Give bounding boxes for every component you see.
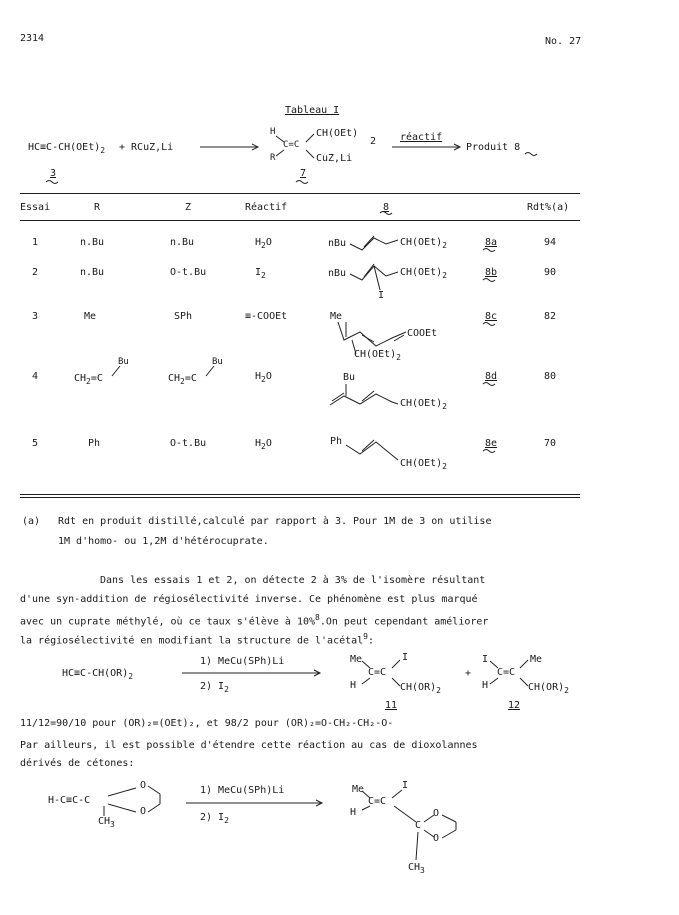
bond xyxy=(394,806,416,822)
chain-8b xyxy=(350,266,398,280)
z-cell: O-t.Bu xyxy=(170,438,207,449)
bond xyxy=(392,660,400,668)
struct-right: $CH(OEt)_2$ xyxy=(400,398,447,411)
p11-h: H xyxy=(350,680,357,691)
bond xyxy=(520,660,528,668)
inter-top: CH(OEt) xyxy=(316,128,359,139)
page-number: 2314 xyxy=(20,33,45,44)
reactant: H-C≡C-C xyxy=(48,795,91,806)
ring-bond xyxy=(442,815,456,822)
z-branch: Bu xyxy=(212,357,223,367)
r-cell: $CH_2=C$ xyxy=(74,373,103,386)
p-cc: C=C xyxy=(368,796,387,807)
p-i: I xyxy=(402,780,409,791)
inter-bottom: CuZ,Li xyxy=(316,153,353,164)
col-z: Z xyxy=(185,202,192,213)
p11-r: $CH(OR)_2$ xyxy=(400,682,441,695)
inter-r: R xyxy=(270,153,276,163)
reactif-cell: $I_2$ xyxy=(255,267,266,280)
step-1: 1) MeCu(SPh)Li xyxy=(200,656,285,667)
ratio-line: 11/12=90/10 pour (OR)₂=(OEt)₂, et 98/2 pour (OR)₂=O-CH₂-CH₂-O- xyxy=(20,718,394,729)
reactant: $HC\equiv C-CH(OR)_2$ xyxy=(62,668,134,681)
chain-8a xyxy=(350,238,398,250)
rdt-cell: 90 xyxy=(544,267,557,278)
r-cell: Me xyxy=(84,311,97,322)
reactif-cell: $H_2O$ xyxy=(255,237,272,250)
arrow-label: réactif xyxy=(400,132,443,143)
reagent: + RCuZ,Li xyxy=(119,142,174,153)
double-bond xyxy=(394,335,404,341)
col-essai: Essai xyxy=(20,202,51,213)
rdt-cell: 82 xyxy=(544,311,557,322)
struct-bottom: $CH(OEt)_2$ xyxy=(354,349,401,362)
rdt-cell: 70 xyxy=(544,438,557,449)
ring-bond xyxy=(424,830,434,837)
reactif-cell: ≡-COOEt xyxy=(245,311,288,322)
tilde-mark xyxy=(46,181,58,184)
double-bond xyxy=(364,264,374,277)
col-product: 8 xyxy=(383,202,390,213)
reactif-cell: $H_2O$ xyxy=(255,371,272,384)
para1-line-4: la régiosélectivité en modifiant la structure de l'acétal$^9$: xyxy=(20,632,375,647)
bond xyxy=(276,136,284,142)
struct-left: Ph xyxy=(330,436,343,447)
double-bond xyxy=(362,440,374,451)
inter-h: H xyxy=(270,127,276,137)
struct-left: Me xyxy=(330,311,343,322)
para1-line-1: Dans les essais 1 et 2, on détecte 2 à 3% de l'isomère résultant xyxy=(100,575,486,586)
essai-cell: 3 xyxy=(32,311,39,322)
col-r: R xyxy=(94,202,101,213)
plus-sign: + xyxy=(465,668,472,679)
struct-right: $CH(OEt)_2$ xyxy=(400,237,447,250)
essai-cell: 5 xyxy=(32,438,39,449)
z-cell: O-t.Bu xyxy=(170,267,207,278)
r-cell: Ph xyxy=(88,438,101,449)
tilde-mark xyxy=(296,181,308,184)
z-cell: $CH_2=C$ xyxy=(168,373,197,386)
bond xyxy=(306,134,314,142)
struct-right: COOEt xyxy=(407,328,438,339)
z-cell: SPh xyxy=(174,311,193,322)
compound-id: 8a xyxy=(485,237,498,248)
bond xyxy=(206,366,214,376)
tilde-mark xyxy=(525,153,537,156)
step-2: 2) $I_2$ xyxy=(200,681,229,694)
p11-me: Me xyxy=(350,654,363,665)
p12-r: $CH(OR)_2$ xyxy=(528,682,569,695)
bond xyxy=(362,791,370,798)
p-h: H xyxy=(350,807,357,818)
step-1: 1) MeCu(SPh)Li xyxy=(200,785,285,796)
struct-left: Bu xyxy=(343,372,356,383)
z-cell: n.Bu xyxy=(170,237,195,248)
bond xyxy=(306,150,314,158)
ring-bond xyxy=(148,804,160,812)
p12-me: Me xyxy=(530,654,543,665)
compound-id: 8e xyxy=(485,438,498,449)
chain-8e xyxy=(346,442,398,460)
bond xyxy=(392,790,402,798)
struct-right: $CH(OEt)_2$ xyxy=(400,458,447,471)
compound-id: 8b xyxy=(485,267,498,278)
compound-11-label: 11 xyxy=(385,700,398,711)
struct-left: nBu xyxy=(328,268,347,279)
ring-o-top: O xyxy=(140,780,147,791)
struct-left: nBu xyxy=(328,238,347,249)
inter-top-sub: 2 xyxy=(370,136,377,147)
footnote-marker: (a) xyxy=(22,516,41,527)
tilde-mark xyxy=(483,323,495,326)
p12-h: H xyxy=(482,680,489,691)
essai-cell: 2 xyxy=(32,267,39,278)
col-reactif: Réactif xyxy=(245,202,288,213)
tilde-mark xyxy=(483,383,495,386)
bond xyxy=(362,661,370,668)
p-methyl: $CH_3$ xyxy=(408,862,425,875)
r-cell: n.Bu xyxy=(80,267,105,278)
chain-8c xyxy=(338,322,406,346)
tilde-mark xyxy=(380,212,392,215)
p11-cc: C=C xyxy=(368,667,387,678)
reactant: $HC\equiv C-CH(OEt)_2$ xyxy=(28,142,106,155)
p-me: Me xyxy=(352,784,365,795)
p12-cc: C=C xyxy=(497,667,516,678)
rdt-cell: 80 xyxy=(544,371,557,382)
ring-bond xyxy=(424,815,434,822)
product-label: Produit 8 xyxy=(466,142,521,153)
compound-12-label: 12 xyxy=(508,700,521,711)
compound-id: 8c xyxy=(485,311,498,322)
bond xyxy=(108,804,136,812)
ring-bond xyxy=(148,786,160,794)
step-2: 2) $I_2$ xyxy=(200,812,229,825)
essai-cell: 4 xyxy=(32,371,39,382)
reactif-cell: $H_2O$ xyxy=(255,438,272,451)
ring-o-bottom: O xyxy=(140,806,147,817)
bond xyxy=(352,340,356,354)
tilde-mark xyxy=(483,279,495,282)
methyl: $CH_3$ xyxy=(98,816,115,829)
rdt-cell: 94 xyxy=(544,237,557,248)
para2-line-1: Par ailleurs, il est possible d'étendre cette réaction au cas de dioxolannes xyxy=(20,740,478,751)
para1-line-2: d'une syn-addition de régiosélectivité inverse. Ce phénomène est plus marqué xyxy=(20,594,478,605)
bond xyxy=(362,678,370,684)
essai-cell: 1 xyxy=(32,237,39,248)
p-o-top: O xyxy=(433,808,440,819)
r-branch: Bu xyxy=(118,357,129,367)
tilde-mark xyxy=(483,249,495,252)
table-title: Tableau I xyxy=(285,105,340,116)
footnote-line-2: 1M d'homo- ou 1,2M d'hétérocuprate. xyxy=(58,536,269,547)
bond xyxy=(362,806,370,810)
bond xyxy=(490,661,498,668)
bond xyxy=(490,678,498,684)
struct-iodine: I xyxy=(378,290,385,301)
bond xyxy=(276,150,284,156)
struct-right: $CH(OEt)_2$ xyxy=(400,267,447,280)
para1-line-3: avec un cuprate méthylé, où ce taux s'élève à 10%$^8$.On peut cependant améliorer xyxy=(20,613,489,628)
bond xyxy=(520,678,528,686)
p-c: C xyxy=(415,820,422,831)
p-o-bottom: O xyxy=(433,833,440,844)
p12-i: I xyxy=(482,654,489,665)
double-bond xyxy=(364,236,374,247)
issue-number: No. 27 xyxy=(545,36,582,47)
double-bond xyxy=(362,335,374,342)
compound-id: 8d xyxy=(485,371,498,382)
r-cell: n.Bu xyxy=(80,237,105,248)
bond xyxy=(416,832,418,860)
p11-i: I xyxy=(402,652,409,663)
bond xyxy=(112,366,120,376)
para2-line-2: dérivés de cétones: xyxy=(20,758,135,769)
bond xyxy=(392,678,400,686)
compound-3-label: 3 xyxy=(50,168,57,179)
tilde-mark xyxy=(483,450,495,453)
footnote-line-1: Rdt en produit distillé,calculé par rapport à 3. Pour 1M de 3 on utilise xyxy=(58,516,492,527)
bond xyxy=(108,788,136,796)
col-rdt: Rdt%(a) xyxy=(527,202,570,213)
inter-cc: C=C xyxy=(283,140,300,150)
compound-7-label: 7 xyxy=(300,168,307,179)
ring-bond xyxy=(442,830,456,838)
